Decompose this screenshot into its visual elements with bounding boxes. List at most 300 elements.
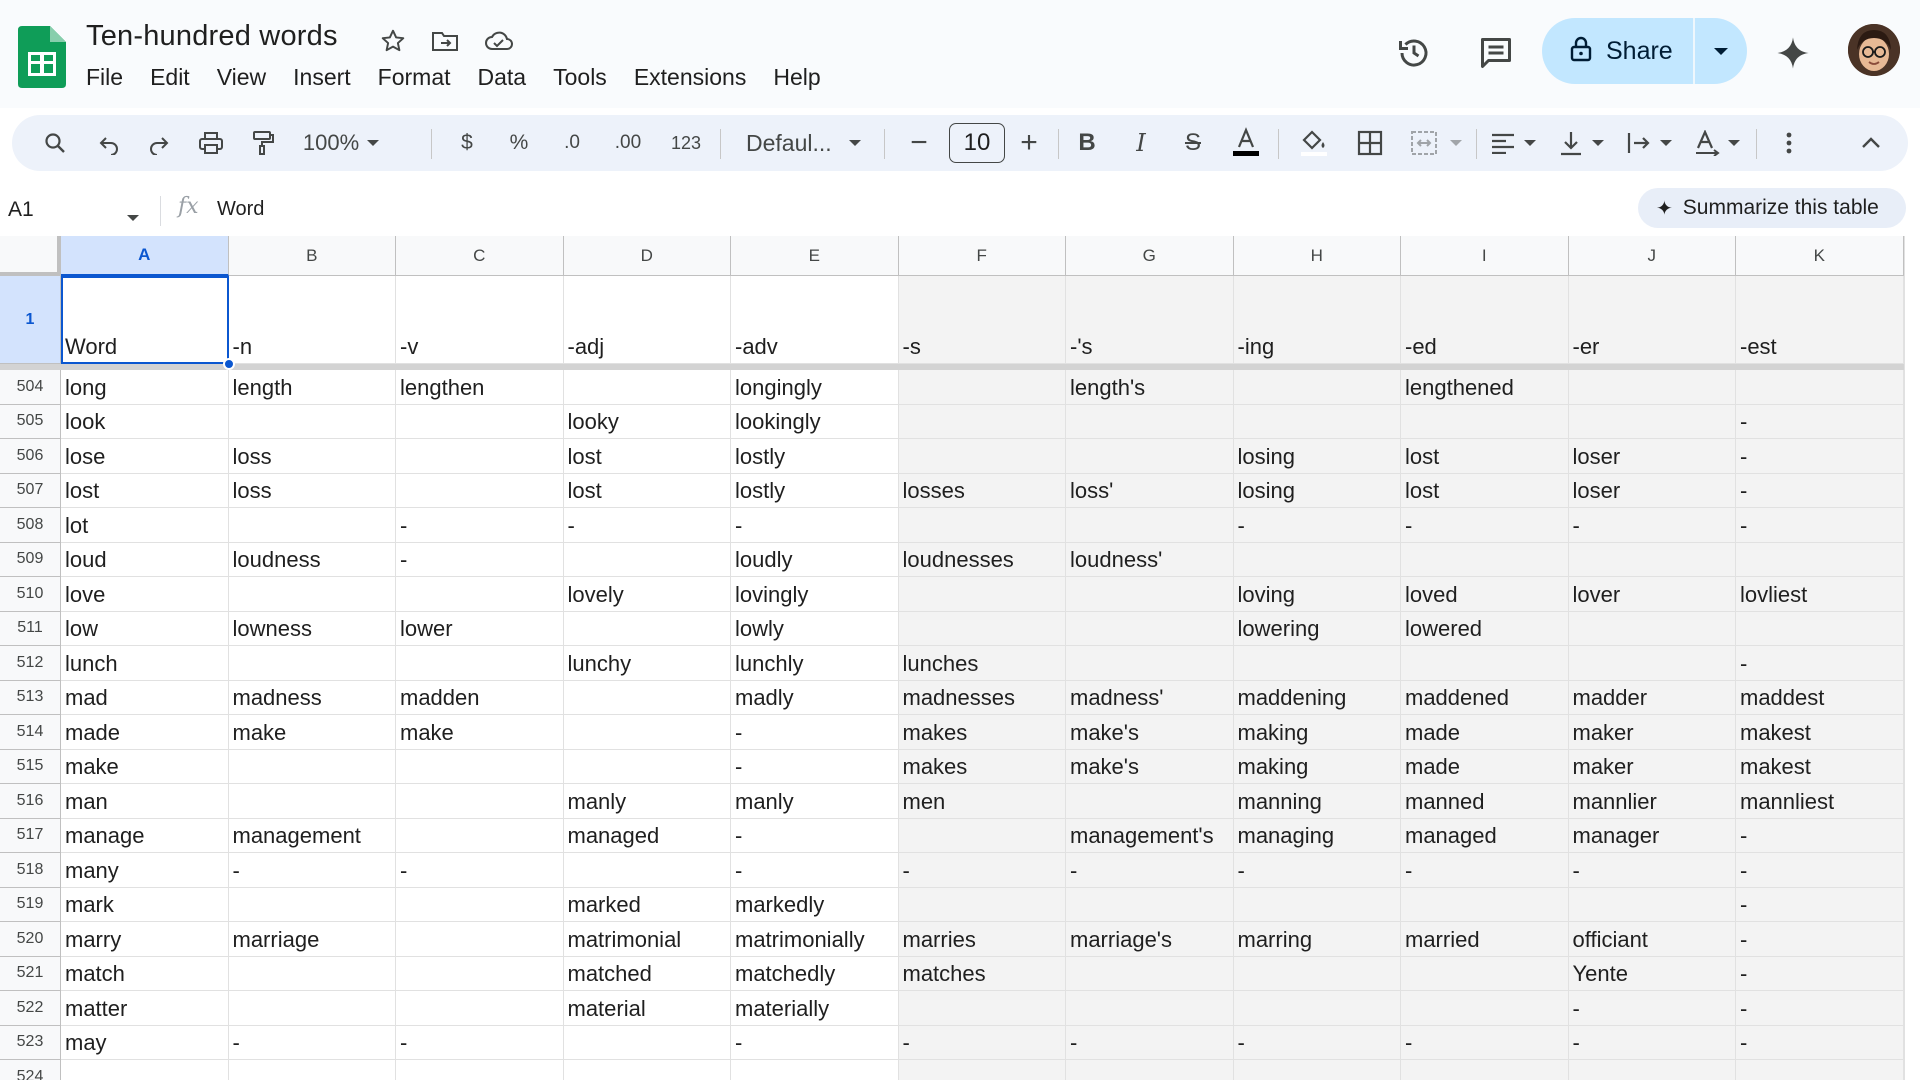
table-cell[interactable]: [1066, 991, 1234, 1026]
table-cell[interactable]: lowly: [731, 612, 899, 647]
table-cell[interactable]: lost: [564, 439, 732, 474]
table-cell[interactable]: -: [396, 853, 564, 888]
table-cell[interactable]: -: [1066, 1026, 1234, 1061]
header-cell[interactable]: -ed: [1401, 276, 1569, 364]
table-cell[interactable]: [1234, 543, 1402, 578]
text-color-icon[interactable]: [1226, 115, 1266, 171]
table-cell[interactable]: men: [899, 784, 1067, 819]
column-header-b[interactable]: B: [229, 236, 397, 276]
table-cell[interactable]: [1401, 405, 1569, 440]
formula-input[interactable]: Word: [217, 198, 265, 220]
paint-format-icon[interactable]: [246, 115, 280, 171]
format-percent-button[interactable]: %: [509, 131, 529, 154]
table-cell[interactable]: losing: [1234, 439, 1402, 474]
table-cell[interactable]: made: [1401, 715, 1569, 750]
table-cell[interactable]: -: [396, 508, 564, 543]
font-family-dropdown[interactable]: [732, 115, 862, 171]
search-icon[interactable]: [38, 115, 72, 171]
more-options-icon[interactable]: [1774, 115, 1804, 171]
table-cell[interactable]: loved: [1401, 577, 1569, 612]
table-cell[interactable]: [1569, 646, 1737, 681]
table-cell[interactable]: [229, 750, 397, 785]
table-cell[interactable]: [229, 508, 397, 543]
table-cell[interactable]: [1569, 888, 1737, 923]
row-header[interactable]: 516: [0, 784, 61, 819]
increase-decimal-button[interactable]: [606, 115, 650, 171]
table-cell[interactable]: makes: [899, 715, 1067, 750]
menu-view[interactable]: View: [216, 64, 267, 90]
row-header[interactable]: 507: [0, 474, 61, 509]
table-cell[interactable]: loudnesses: [899, 543, 1067, 578]
table-cell[interactable]: made: [61, 715, 229, 750]
table-cell[interactable]: manning: [1234, 784, 1402, 819]
column-header-a[interactable]: A: [61, 236, 229, 276]
table-cell[interactable]: lunchly: [731, 646, 899, 681]
table-cell[interactable]: many: [61, 853, 229, 888]
select-all-corner[interactable]: [0, 236, 61, 276]
table-cell[interactable]: marring: [1234, 922, 1402, 957]
table-cell[interactable]: [1569, 612, 1737, 647]
table-cell[interactable]: makest: [1736, 715, 1904, 750]
table-cell[interactable]: -: [1736, 1026, 1904, 1061]
header-cell[interactable]: -ing: [1234, 276, 1402, 364]
table-cell[interactable]: lunch: [61, 646, 229, 681]
table-cell[interactable]: [1569, 1060, 1737, 1080]
table-cell[interactable]: [396, 1060, 564, 1080]
table-cell[interactable]: matrimonially: [731, 922, 899, 957]
vertical-align-icon[interactable]: [1554, 115, 1588, 171]
table-cell[interactable]: mannlier: [1569, 784, 1737, 819]
row-header[interactable]: 509: [0, 543, 61, 578]
table-cell[interactable]: [396, 646, 564, 681]
table-cell[interactable]: lengthen: [396, 370, 564, 405]
table-cell[interactable]: [229, 405, 397, 440]
table-cell[interactable]: markedly: [731, 888, 899, 923]
table-cell[interactable]: -: [899, 853, 1067, 888]
table-cell[interactable]: matter: [61, 991, 229, 1026]
table-cell[interactable]: [899, 370, 1067, 405]
table-cell[interactable]: [396, 405, 564, 440]
table-cell[interactable]: marked: [564, 888, 732, 923]
font-size-decrease-icon[interactable]: −: [910, 126, 928, 159]
table-cell[interactable]: [1736, 543, 1904, 578]
table-cell[interactable]: man: [61, 784, 229, 819]
bold-icon[interactable]: B: [1078, 129, 1096, 156]
table-cell[interactable]: [564, 1026, 732, 1061]
table-cell[interactable]: -: [1066, 853, 1234, 888]
table-cell[interactable]: -: [1234, 1026, 1402, 1061]
row-header[interactable]: 522: [0, 991, 61, 1026]
table-cell[interactable]: -: [731, 1026, 899, 1061]
table-cell[interactable]: mad: [61, 681, 229, 716]
table-cell[interactable]: madness': [1066, 681, 1234, 716]
table-cell[interactable]: [396, 819, 564, 854]
menu-format[interactable]: Format: [377, 64, 451, 90]
table-cell[interactable]: lost: [564, 474, 732, 509]
table-cell[interactable]: manly: [731, 784, 899, 819]
version-history-icon[interactable]: [1391, 30, 1437, 76]
table-cell[interactable]: loss: [229, 439, 397, 474]
table-cell[interactable]: [899, 577, 1067, 612]
table-cell[interactable]: marry: [61, 922, 229, 957]
table-cell[interactable]: [396, 439, 564, 474]
table-cell[interactable]: lowness: [229, 612, 397, 647]
table-cell[interactable]: mannliest: [1736, 784, 1904, 819]
table-cell[interactable]: [899, 612, 1067, 647]
table-cell[interactable]: [1401, 646, 1569, 681]
table-cell[interactable]: -: [1234, 853, 1402, 888]
table-cell[interactable]: [396, 750, 564, 785]
table-cell[interactable]: losses: [899, 474, 1067, 509]
table-cell[interactable]: [564, 543, 732, 578]
table-cell[interactable]: lostly: [731, 474, 899, 509]
table-cell[interactable]: -: [1234, 508, 1402, 543]
table-cell[interactable]: [1569, 370, 1737, 405]
table-cell[interactable]: [1234, 370, 1402, 405]
table-cell[interactable]: makest: [1736, 750, 1904, 785]
table-cell[interactable]: madden: [396, 681, 564, 716]
text-wrap-icon[interactable]: [1622, 115, 1656, 171]
table-cell[interactable]: -: [1736, 819, 1904, 854]
header-cell[interactable]: -adv: [731, 276, 899, 364]
text-wrap-caret-icon[interactable]: [1656, 115, 1676, 171]
table-cell[interactable]: make: [229, 715, 397, 750]
table-cell[interactable]: [1066, 577, 1234, 612]
table-cell[interactable]: [899, 405, 1067, 440]
table-cell[interactable]: -: [1401, 1026, 1569, 1061]
table-cell[interactable]: -: [731, 853, 899, 888]
table-cell[interactable]: [899, 888, 1067, 923]
row-header[interactable]: 512: [0, 646, 61, 681]
row-header[interactable]: 511: [0, 612, 61, 647]
table-cell[interactable]: [1736, 1060, 1904, 1080]
table-cell[interactable]: maker: [1569, 750, 1737, 785]
table-cell[interactable]: matchedly: [731, 957, 899, 992]
row-header[interactable]: 508: [0, 508, 61, 543]
table-cell[interactable]: [1401, 991, 1569, 1026]
table-cell[interactable]: [1401, 888, 1569, 923]
gemini-sparkle-icon[interactable]: [1770, 30, 1816, 76]
table-cell[interactable]: -: [731, 819, 899, 854]
table-cell[interactable]: madnesses: [899, 681, 1067, 716]
merge-cells-caret-icon[interactable]: [1446, 115, 1466, 171]
merge-cells-icon[interactable]: [1404, 115, 1444, 171]
table-cell[interactable]: -: [1401, 853, 1569, 888]
table-cell[interactable]: making: [1234, 715, 1402, 750]
table-cell[interactable]: managed: [564, 819, 732, 854]
table-cell[interactable]: [396, 474, 564, 509]
italic-icon[interactable]: I: [1136, 129, 1146, 157]
table-cell[interactable]: length's: [1066, 370, 1234, 405]
row-header[interactable]: 523: [0, 1026, 61, 1061]
table-cell[interactable]: [1569, 405, 1737, 440]
table-cell[interactable]: [1066, 439, 1234, 474]
table-cell[interactable]: manned: [1401, 784, 1569, 819]
row-header[interactable]: 521: [0, 957, 61, 992]
font-family-caret-icon[interactable]: [844, 115, 866, 171]
text-rotate-icon[interactable]: [1690, 115, 1724, 171]
header-cell[interactable]: -n: [229, 276, 397, 364]
table-cell[interactable]: lunchy: [564, 646, 732, 681]
table-cell[interactable]: madness: [229, 681, 397, 716]
vertical-align-caret-icon[interactable]: [1588, 115, 1608, 171]
table-cell[interactable]: loser: [1569, 439, 1737, 474]
row-header[interactable]: 524: [0, 1060, 61, 1080]
table-cell[interactable]: manage: [61, 819, 229, 854]
menu-insert[interactable]: Insert: [293, 64, 351, 90]
header-cell[interactable]: -est: [1736, 276, 1904, 364]
table-cell[interactable]: officiant: [1569, 922, 1737, 957]
name-box-dropdown-icon[interactable]: [127, 208, 139, 226]
header-cell[interactable]: Word: [61, 276, 229, 364]
table-cell[interactable]: make's: [1066, 715, 1234, 750]
table-cell[interactable]: -: [1569, 1026, 1737, 1061]
table-cell[interactable]: -: [229, 1026, 397, 1061]
table-cell[interactable]: lovely: [564, 577, 732, 612]
table-cell[interactable]: -: [396, 543, 564, 578]
table-cell[interactable]: [61, 1060, 229, 1080]
column-header-h[interactable]: H: [1234, 236, 1402, 276]
table-cell[interactable]: lover: [1569, 577, 1737, 612]
header-cell[interactable]: -s: [899, 276, 1067, 364]
menu-file[interactable]: File: [86, 64, 124, 90]
table-cell[interactable]: [229, 888, 397, 923]
table-cell[interactable]: managed: [1401, 819, 1569, 854]
table-cell[interactable]: -: [731, 508, 899, 543]
column-header-g[interactable]: G: [1066, 236, 1234, 276]
table-cell[interactable]: [564, 1060, 732, 1080]
table-cell[interactable]: length: [229, 370, 397, 405]
table-cell[interactable]: -: [1736, 405, 1904, 440]
table-cell[interactable]: loser: [1569, 474, 1737, 509]
table-cell[interactable]: -: [1736, 439, 1904, 474]
table-cell[interactable]: lot: [61, 508, 229, 543]
table-cell[interactable]: [564, 612, 732, 647]
table-cell[interactable]: [1066, 957, 1234, 992]
table-cell[interactable]: -: [396, 1026, 564, 1061]
table-cell[interactable]: making: [1234, 750, 1402, 785]
format-currency-button[interactable]: $: [461, 131, 473, 154]
table-cell[interactable]: marries: [899, 922, 1067, 957]
table-cell[interactable]: -: [1736, 922, 1904, 957]
table-cell[interactable]: loss: [229, 474, 397, 509]
table-cell[interactable]: [1066, 508, 1234, 543]
redo-icon[interactable]: [142, 115, 176, 171]
table-cell[interactable]: [1234, 405, 1402, 440]
table-cell[interactable]: [731, 1060, 899, 1080]
table-cell[interactable]: [1569, 543, 1737, 578]
name-box[interactable]: A1: [8, 198, 34, 221]
table-cell[interactable]: matched: [564, 957, 732, 992]
table-cell[interactable]: -: [1401, 508, 1569, 543]
fill-color-icon[interactable]: [1294, 115, 1334, 171]
table-cell[interactable]: make's: [1066, 750, 1234, 785]
table-cell[interactable]: marriage: [229, 922, 397, 957]
row-header[interactable]: 513: [0, 681, 61, 716]
horizontal-align-icon[interactable]: [1486, 115, 1520, 171]
table-cell[interactable]: [1066, 646, 1234, 681]
collapse-menus-icon[interactable]: [1854, 115, 1888, 171]
table-cell[interactable]: lost: [1401, 474, 1569, 509]
table-cell[interactable]: loudly: [731, 543, 899, 578]
table-cell[interactable]: loving: [1234, 577, 1402, 612]
table-cell[interactable]: madder: [1569, 681, 1737, 716]
zoom-dropdown-icon[interactable]: [362, 115, 384, 171]
table-cell[interactable]: longingly: [731, 370, 899, 405]
table-cell[interactable]: lowered: [1401, 612, 1569, 647]
table-cell[interactable]: loudness: [229, 543, 397, 578]
table-cell[interactable]: match: [61, 957, 229, 992]
row-header[interactable]: 1: [0, 276, 61, 364]
undo-icon[interactable]: [92, 115, 126, 171]
table-cell[interactable]: [396, 957, 564, 992]
menu-help[interactable]: Help: [773, 64, 821, 90]
text-rotate-caret-icon[interactable]: [1724, 115, 1744, 171]
account-avatar[interactable]: [1848, 24, 1900, 76]
table-cell[interactable]: [396, 991, 564, 1026]
table-cell[interactable]: lookingly: [731, 405, 899, 440]
comments-icon[interactable]: [1473, 30, 1519, 76]
table-cell[interactable]: [396, 922, 564, 957]
column-header-k[interactable]: K: [1736, 236, 1904, 276]
table-cell[interactable]: marriage's: [1066, 922, 1234, 957]
table-cell[interactable]: [899, 819, 1067, 854]
menu-extensions[interactable]: Extensions: [633, 64, 747, 90]
fill-handle[interactable]: [223, 358, 235, 370]
row-header[interactable]: 506: [0, 439, 61, 474]
table-cell[interactable]: materially: [731, 991, 899, 1026]
menu-data[interactable]: Data: [477, 64, 527, 90]
table-cell[interactable]: lovingly: [731, 577, 899, 612]
decrease-decimal-button[interactable]: [552, 115, 592, 171]
table-cell[interactable]: [1234, 888, 1402, 923]
table-cell[interactable]: [564, 370, 732, 405]
table-cell[interactable]: maddest: [1736, 681, 1904, 716]
table-cell[interactable]: -: [1736, 888, 1904, 923]
table-cell[interactable]: made: [1401, 750, 1569, 785]
table-cell[interactable]: makes: [899, 750, 1067, 785]
table-cell[interactable]: lunches: [899, 646, 1067, 681]
table-cell[interactable]: [229, 1060, 397, 1080]
row-header[interactable]: 518: [0, 853, 61, 888]
table-cell[interactable]: lovliest: [1736, 577, 1904, 612]
table-cell[interactable]: [1401, 543, 1569, 578]
table-cell[interactable]: [1066, 784, 1234, 819]
table-cell[interactable]: -: [1736, 474, 1904, 509]
table-cell[interactable]: [1234, 957, 1402, 992]
table-cell[interactable]: maker: [1569, 715, 1737, 750]
header-cell[interactable]: -'s: [1066, 276, 1234, 364]
table-cell[interactable]: -: [1736, 991, 1904, 1026]
table-cell[interactable]: [899, 439, 1067, 474]
table-cell[interactable]: -: [731, 750, 899, 785]
table-cell[interactable]: management's: [1066, 819, 1234, 854]
star-icon[interactable]: [376, 24, 410, 58]
table-cell[interactable]: matches: [899, 957, 1067, 992]
table-cell[interactable]: managing: [1234, 819, 1402, 854]
table-cell[interactable]: love: [61, 577, 229, 612]
vertical-scrollbar[interactable]: [1904, 236, 1920, 1080]
table-cell[interactable]: manly: [564, 784, 732, 819]
row-header[interactable]: 520: [0, 922, 61, 957]
move-folder-icon[interactable]: [428, 24, 462, 58]
column-header-f[interactable]: F: [899, 236, 1067, 276]
table-cell[interactable]: [564, 853, 732, 888]
cloud-saved-icon[interactable]: [482, 24, 516, 58]
table-cell[interactable]: lengthened: [1401, 370, 1569, 405]
zoom-value[interactable]: 100%: [302, 130, 360, 155]
table-cell[interactable]: lostly: [731, 439, 899, 474]
table-cell[interactable]: [899, 1060, 1067, 1080]
table-cell[interactable]: make: [61, 750, 229, 785]
font-size-increase-icon[interactable]: +: [1020, 126, 1038, 159]
row-header[interactable]: 505: [0, 405, 61, 440]
table-cell[interactable]: low: [61, 612, 229, 647]
table-cell[interactable]: lost: [61, 474, 229, 509]
table-cell[interactable]: Yente: [1569, 957, 1737, 992]
table-cell[interactable]: [229, 784, 397, 819]
table-cell[interactable]: lower: [396, 612, 564, 647]
table-cell[interactable]: lose: [61, 439, 229, 474]
column-header-e[interactable]: E: [731, 236, 899, 276]
sheets-logo-icon[interactable]: [18, 26, 66, 88]
column-header-i[interactable]: I: [1401, 236, 1569, 276]
table-cell[interactable]: [899, 991, 1067, 1026]
table-cell[interactable]: maddening: [1234, 681, 1402, 716]
row-header[interactable]: 515: [0, 750, 61, 785]
table-cell[interactable]: -: [1736, 957, 1904, 992]
table-cell[interactable]: -: [1736, 853, 1904, 888]
table-cell[interactable]: lowering: [1234, 612, 1402, 647]
document-title[interactable]: Ten-hundred words: [86, 20, 338, 52]
table-cell[interactable]: -: [1736, 646, 1904, 681]
table-cell[interactable]: [1736, 370, 1904, 405]
table-cell[interactable]: make: [396, 715, 564, 750]
table-cell[interactable]: loss': [1066, 474, 1234, 509]
share-dropdown-button[interactable]: [1695, 18, 1747, 84]
table-cell[interactable]: [1234, 646, 1402, 681]
row-header[interactable]: 517: [0, 819, 61, 854]
table-cell[interactable]: [229, 646, 397, 681]
header-cell[interactable]: -er: [1569, 276, 1737, 364]
menu-tools[interactable]: Tools: [553, 64, 607, 90]
table-cell[interactable]: [1401, 1060, 1569, 1080]
table-cell[interactable]: [1066, 405, 1234, 440]
table-cell[interactable]: [899, 508, 1067, 543]
table-cell[interactable]: -: [1736, 508, 1904, 543]
table-cell[interactable]: [564, 750, 732, 785]
table-cell[interactable]: may: [61, 1026, 229, 1061]
table-cell[interactable]: [564, 681, 732, 716]
table-cell[interactable]: -: [564, 508, 732, 543]
table-cell[interactable]: [229, 991, 397, 1026]
header-cell[interactable]: -v: [396, 276, 564, 364]
table-cell[interactable]: management: [229, 819, 397, 854]
column-header-d[interactable]: D: [564, 236, 732, 276]
row-header[interactable]: 504: [0, 370, 61, 405]
table-cell[interactable]: lost: [1401, 439, 1569, 474]
table-cell[interactable]: [1401, 957, 1569, 992]
summarize-table-button[interactable]: [1638, 188, 1906, 228]
table-cell[interactable]: -: [229, 853, 397, 888]
table-cell[interactable]: [1066, 612, 1234, 647]
table-cell[interactable]: [229, 957, 397, 992]
table-cell[interactable]: -: [899, 1026, 1067, 1061]
table-cell[interactable]: [396, 888, 564, 923]
table-cell[interactable]: looky: [564, 405, 732, 440]
table-cell[interactable]: -: [1569, 508, 1737, 543]
menu-edit[interactable]: Edit: [150, 64, 190, 90]
